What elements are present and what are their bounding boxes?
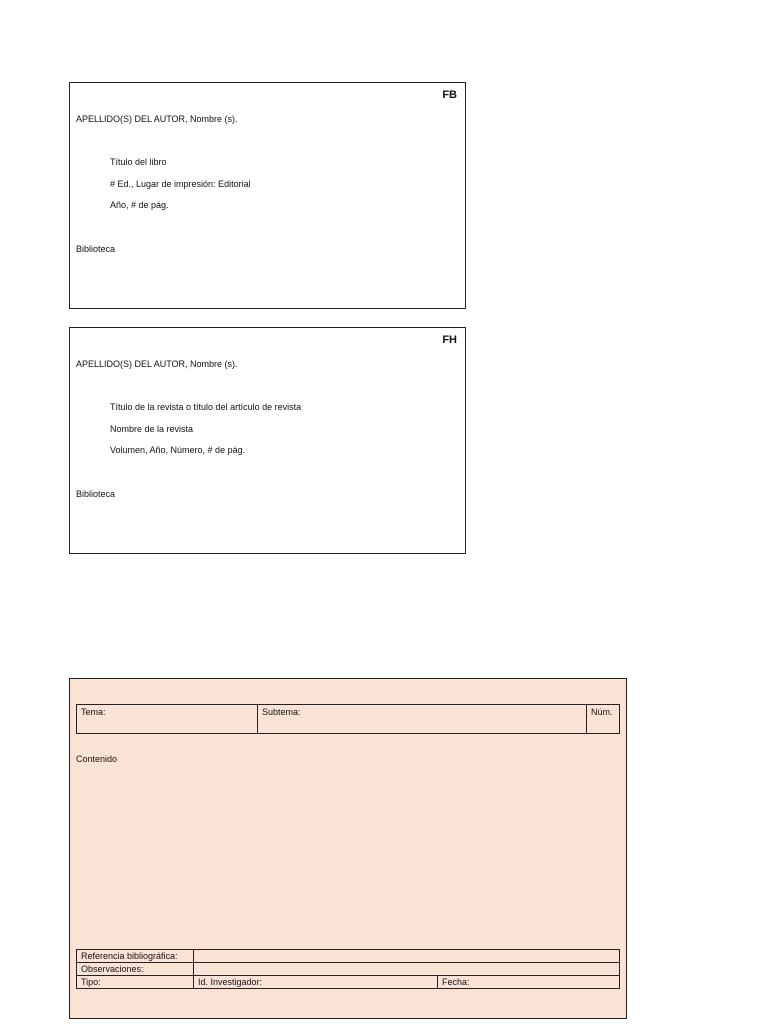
observaciones-label: Observaciones:: [77, 963, 194, 976]
tema-cell[interactable]: Tema:: [77, 705, 258, 734]
library-line: Biblioteca: [76, 244, 116, 254]
num-cell[interactable]: Núm.: [587, 705, 620, 734]
subtema-cell[interactable]: Subtema:: [258, 705, 587, 734]
author-line: APELLIDO(S) DEL AUTOR, Nombre (s).: [76, 359, 238, 369]
tipo-cell[interactable]: Tipo:: [77, 976, 194, 989]
title-line: Título del libro: [110, 157, 167, 167]
investigador-cell[interactable]: Id. Investigador:: [194, 976, 438, 989]
referencia-field[interactable]: [194, 950, 620, 963]
journal-name-line: Nombre de la revista: [110, 424, 194, 434]
fecha-cell[interactable]: Fecha:: [438, 976, 620, 989]
card-code: FB: [442, 89, 457, 101]
author-line: APELLIDO(S) DEL AUTOR, Nombre (s).: [76, 114, 238, 124]
observaciones-field[interactable]: [194, 963, 620, 976]
library-line: Biblioteca: [76, 489, 116, 499]
content-card: [69, 678, 627, 1019]
edition-line: # Ed., Lugar de impresión: Editorial: [110, 179, 251, 189]
journal-card-fh: [69, 327, 466, 554]
card-code: FH: [442, 334, 457, 346]
topic-header-table: [76, 704, 620, 734]
referencia-label: Referencia bibliográfica:: [77, 950, 194, 963]
contenido-label: Contenido: [76, 754, 118, 764]
book-card-fb: [69, 82, 466, 309]
reference-footer-table: [76, 949, 620, 989]
year-pages-line: Año, # de pág.: [110, 200, 169, 210]
title-line: Título de la revista o título del artículo de revista: [110, 402, 302, 412]
volume-line: Volumen, Año, Número, # de pág.: [110, 445, 246, 455]
